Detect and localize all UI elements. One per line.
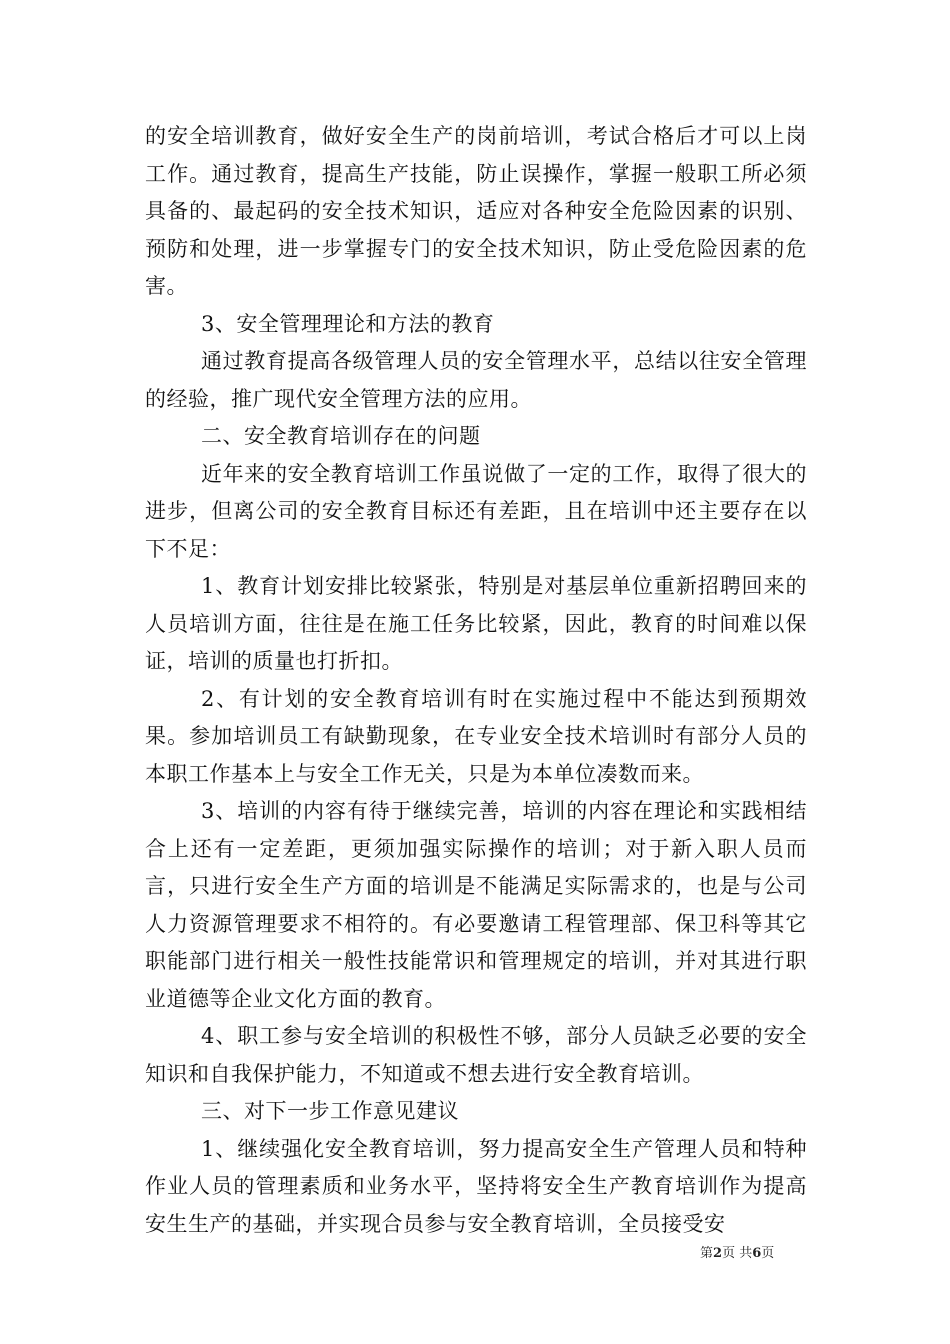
list-item: 3、培训的内容有待于继续完善，培训的内容在理论和实践相结合上还有一定差距，更须加强实际操作的培训；对于新入职人员而言，只进行安全生产方面的培训是不能满足实际需求的，也是与公司人力资源管理要求不相符的。有必要邀请工程管理部、保卫科等其它职能部门进行相关一般性技能常识和管理规定的培训，并对其进行职业道德等企业文化方面的教育。 (145, 799, 807, 1011)
section-heading-two: 二、安全教育培训存在的问题 (201, 424, 481, 448)
footer-suffix: 页 (761, 1246, 775, 1261)
paragraph: 近年来的安全教育培训工作虽说做了一定的工作，取得了很大的进步，但离公司的安全教育目标还有差距，且在培训中还主要存在以下不足： (145, 461, 807, 561)
section-heading-three: 三、对下一步工作意见建议 (201, 1099, 459, 1123)
list-item: 4、职工参与安全培训的积极性不够，部分人员缺乏必要的安全知识和自我保护能力，不知道或不想去进行安全教育培训。 (145, 1024, 807, 1086)
list-item: 2、有计划的安全教育培训有时在实施过程中不能达到预期效果。参加培训员工有缺勤现象，在专业安全技术培训时有部分人员的本职工作基本上与安全工作无关，只是为本单位凑数而来。 (145, 686, 807, 786)
paragraph: 通过教育提高各级管理人员的安全管理水平，总结以往安全管理的经验，推广现代安全管理方法的应用。 (145, 349, 807, 411)
list-item: 1、教育计划安排比较紧张，特别是对基层单位重新招聘回来的人员培训方面，往往是在施工任务比较紧，因此，教育的时间难以保证，培训的质量也打折扣。 (145, 574, 807, 673)
current-page-number: 2 (713, 1246, 723, 1261)
section-heading-3: 3、安全管理理论和方法的教育 (201, 311, 495, 336)
footer-prefix: 第 (700, 1246, 714, 1261)
total-pages-number: 6 (752, 1246, 762, 1261)
footer-middle: 页 共 (722, 1246, 753, 1261)
paragraph-continuation: 的安全培训教育，做好安全生产的岗前培训，考试合格后才可以上岗工作。通过教育，提高生产技能，防止误操作，掌握一般职工所必须具备的、最起码的安全技术知识，适应对各种安全危险因素的识别、预防和处理，进一步掌握专门的安全技术知识，防止受危险因素的危害。 (145, 124, 807, 298)
document-body (145, 118, 807, 1243)
page-number-footer (700, 1245, 810, 1263)
list-item: 1、继续强化安全教育培训，努力提高安全生产管理人员和特种作业人员的管理素质和业务水平，坚持将安全生产教育培训作为提高安生生产的基础，并实现合员参与安全教育培训，全员接受安 (145, 1136, 807, 1236)
